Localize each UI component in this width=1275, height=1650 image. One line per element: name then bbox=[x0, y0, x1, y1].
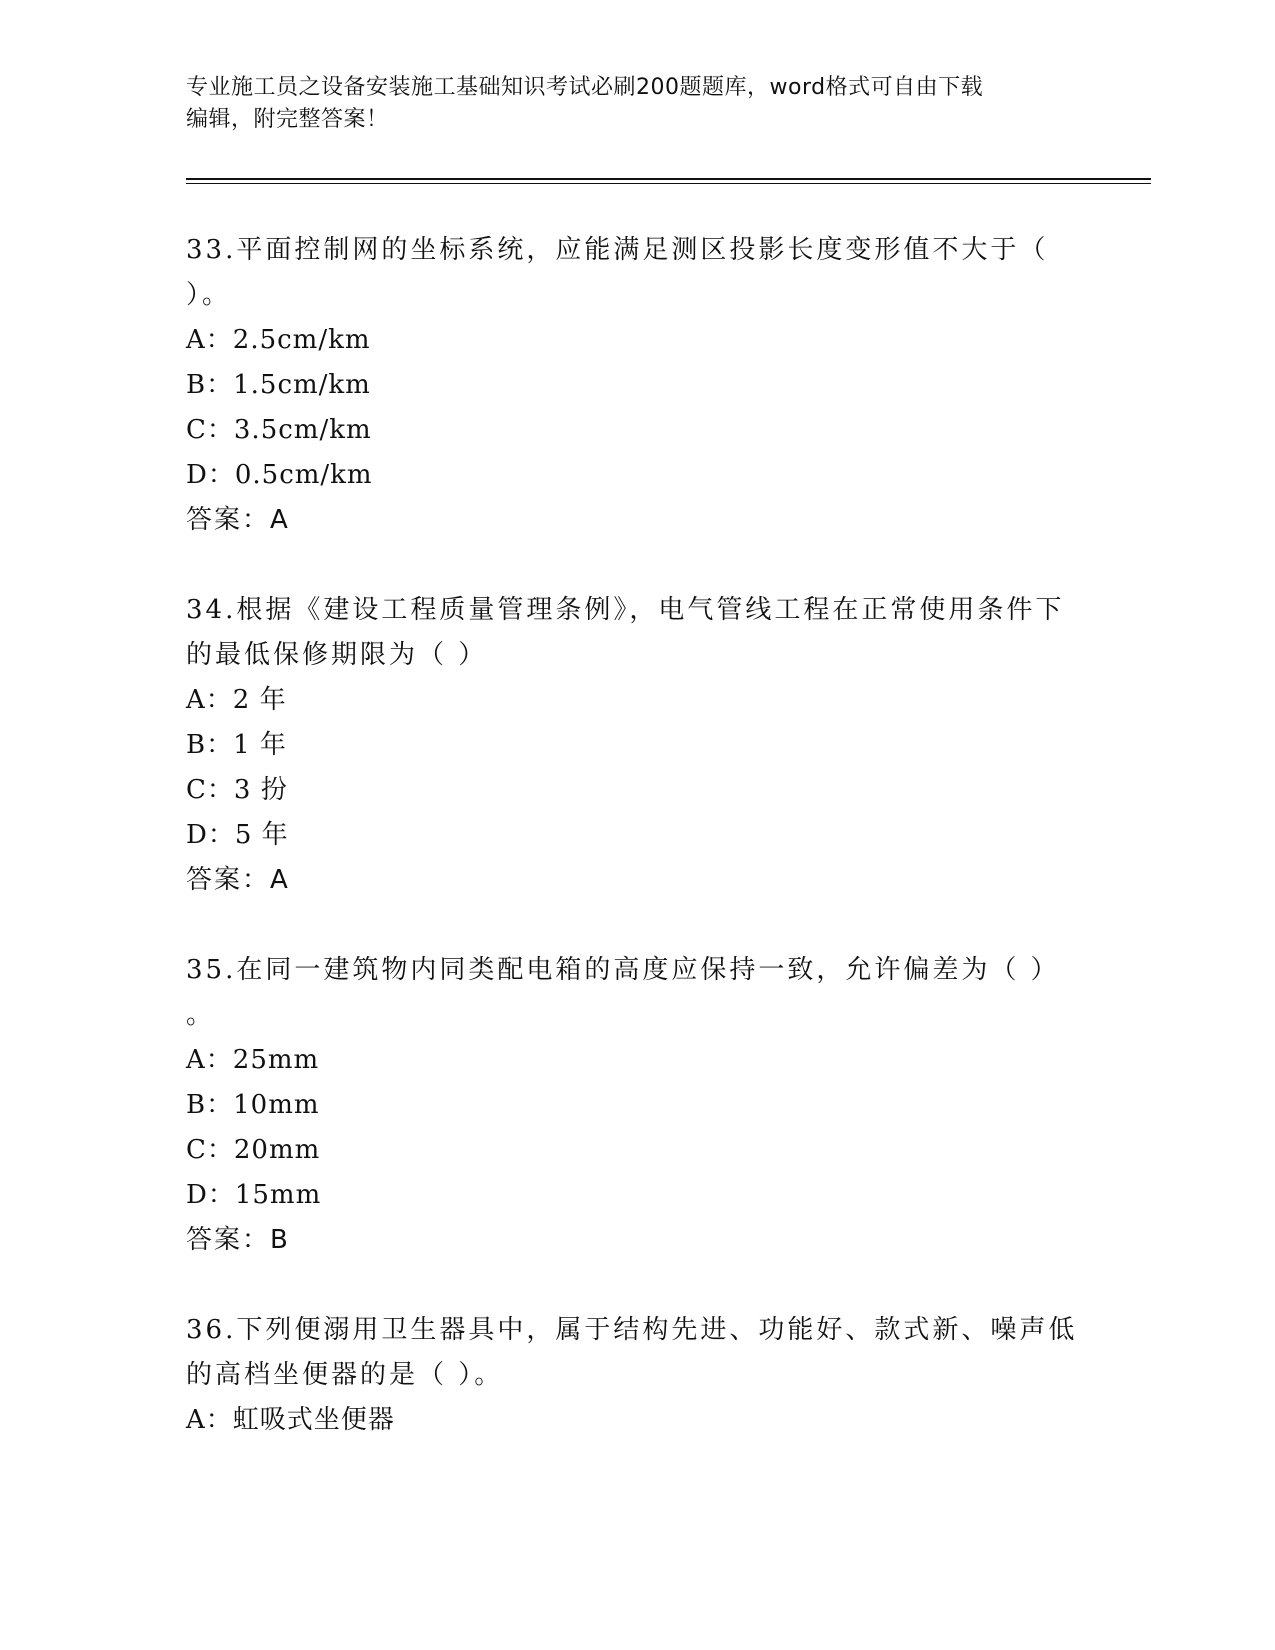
option-d: D：15mm bbox=[186, 1180, 322, 1210]
question-36 bbox=[186, 1308, 1086, 1443]
option-a: A：2.5cm/km bbox=[186, 325, 371, 355]
option-c: C：20mm bbox=[186, 1135, 321, 1165]
header-title-line-2: 编辑，附完整答案！ bbox=[186, 107, 389, 132]
option-d: D：0.5cm/km bbox=[186, 460, 373, 490]
question-stem-line: 35.在同一建筑物内同类配电箱的高度应保持一致，允许偏差为（ ） bbox=[186, 955, 1060, 985]
question-stem-line: 36.下列便溺用卫生器具中，属于结构先进、功能好、款式新、噪声低 bbox=[186, 1315, 1078, 1345]
question-stem-line: 34.根据《建设工程质量管理条例》，电气管线工程在正常使用条件下 bbox=[186, 595, 1065, 625]
header-title-line-1: 专业施工员之设备安装施工基础知识考试必刷200题题库，word格式可自由下载 bbox=[186, 75, 984, 100]
option-c: C：3 扮 bbox=[186, 775, 288, 805]
answer-line: 答案：B bbox=[186, 1225, 290, 1255]
header-divider-thick bbox=[186, 178, 1151, 180]
option-b: B：10mm bbox=[186, 1090, 320, 1120]
document-header bbox=[186, 72, 1066, 136]
question-35 bbox=[186, 948, 1086, 1263]
question-stem-line: 33.平面控制网的坐标系统，应能满足测区投影长度变形值不大于（ bbox=[186, 235, 1049, 265]
question-stem-line: ）。 bbox=[186, 280, 232, 310]
option-b: B：1.5cm/km bbox=[186, 370, 371, 400]
question-34 bbox=[186, 588, 1086, 903]
option-d: D：5 年 bbox=[186, 820, 289, 850]
question-33 bbox=[186, 228, 1086, 543]
answer-line: 答案：A bbox=[186, 865, 290, 895]
question-stem-line: 的高档坐便器的是（ ）。 bbox=[186, 1360, 504, 1390]
header-divider-thin bbox=[186, 183, 1151, 184]
answer-line: 答案：A bbox=[186, 505, 290, 535]
option-a: A：25mm bbox=[186, 1045, 320, 1075]
option-a: A：虹吸式坐便器 bbox=[186, 1405, 395, 1435]
question-stem-line: 的最低保修期限为（ ） bbox=[186, 640, 488, 670]
option-a: A：2 年 bbox=[186, 685, 287, 715]
question-stem-line: 。 bbox=[186, 1000, 216, 1030]
option-c: C：3.5cm/km bbox=[186, 415, 372, 445]
option-b: B：1 年 bbox=[186, 730, 287, 760]
